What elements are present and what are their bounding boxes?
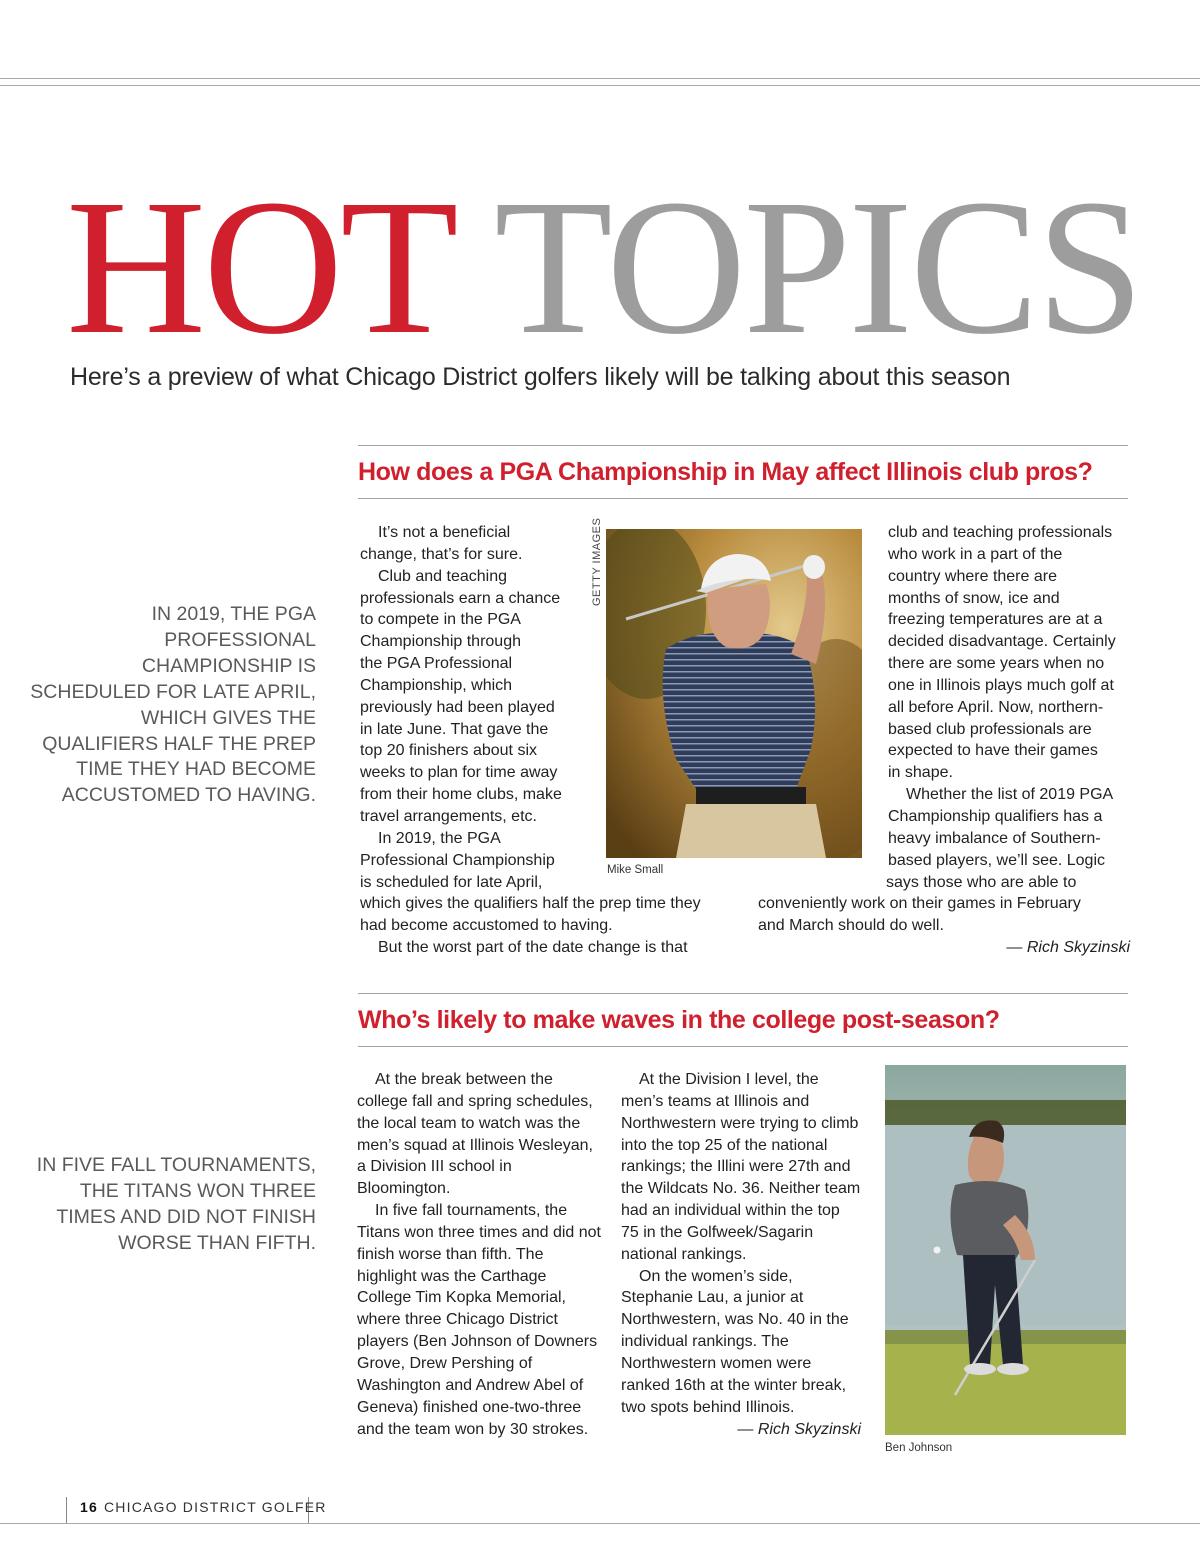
article1-pull-quote: IN 2019, THE PGA PROFESSIONAL CHAMPIONSHIP IS SCHEDULED FOR LATE APRIL, WHICH GIVES THE QUALIFIERS HALF THE PREP TIME THEY HAD BECOME ACCUSTOMED TO HAVING.	[30, 603, 316, 807]
text-line: Whether the list of 2019 PGA	[906, 786, 1114, 804]
golfer-photo-ben-johnson	[885, 1065, 1126, 1435]
article2-paragraph: On the women’s side, Stephanie Lau, a junior at Northwestern, was No. 40 in the individual rankings. The Northwestern women were ranked 16th at the winter break, two spots behind Illinois.	[621, 1267, 849, 1416]
footer-rule	[0, 1523, 1200, 1524]
text-line: in late June. That gave the	[360, 720, 549, 738]
article1-top-rule	[358, 445, 1128, 446]
article2-pull-quote: IN FIVE FALL TOURNAMENTS, THE TITANS WON THREE TIMES AND DID NOT FINISH WORSE THAN FIFTH.	[36, 1154, 316, 1254]
text-line: the PGA Professional	[360, 655, 513, 673]
text-line: one in Illinois plays much golf at	[888, 676, 1114, 694]
text-line: is scheduled for late April,	[360, 873, 543, 891]
article1-column-right	[758, 522, 1130, 959]
text-line: there are some years when no	[888, 655, 1105, 673]
text-line: Championship, which	[360, 676, 513, 694]
text-line: heavy imbalance of Southern-	[888, 829, 1101, 847]
article2-top-rule	[358, 993, 1128, 994]
text-line: club and teaching professionals	[888, 524, 1113, 541]
text-line: In 2019, the PGA	[378, 829, 501, 847]
text-line: months of snow, ice and	[888, 589, 1060, 607]
article2-paragraph: At the Division I level, the men’s teams at Illinois and Northwestern were trying to climb into the top 25 of the national rankings; the Illini were 27th and the Wildcats No. 36. Neither team had an individual within the top 75 in the Golfweek/Sagarin national rankings.	[621, 1071, 861, 1263]
text-line: country where there are	[888, 567, 1057, 585]
page-footer	[80, 1499, 327, 1515]
text-line: change, that’s for sure.	[360, 545, 523, 563]
article2-signature: — Rich Skyzinski	[737, 1420, 861, 1438]
article2-bottom-rule	[358, 1046, 1128, 1047]
text-line: who work in a part of the	[888, 545, 1063, 563]
text-line: in shape.	[888, 764, 953, 782]
article2-paragraph: At the break between the college fall and spring schedules, the local team to watch was the men’s squad at Illinois Wesleyan, a Division III school in Bloomington.	[357, 1071, 593, 1198]
photo-caption-ben-johnson: Ben Johnson	[885, 1442, 953, 1454]
top-rule	[0, 78, 1200, 79]
photo-caption-mike-small: Mike Small	[607, 864, 664, 876]
article1-bottom-rule	[358, 498, 1128, 499]
text-line: Championship through	[360, 633, 521, 651]
article2-heading: Who’s likely to make waves in the college post-season?	[358, 1006, 1000, 1034]
text-line: top 20 finishers about six	[360, 742, 537, 760]
text-line: decided disadvantage. Certainly	[888, 633, 1116, 651]
text-line: all before April. Now, northern-	[888, 698, 1104, 716]
page-title	[66, 159, 1142, 374]
title-hot: HOT	[66, 159, 453, 374]
text-line: based club professionals are	[888, 720, 1092, 738]
text-line: freezing temperatures are at a	[888, 611, 1103, 629]
text-line: Professional Championship	[360, 851, 555, 869]
article1-signature: — Rich Skyzinski	[1006, 939, 1130, 957]
photo-credit: GETTY IMAGES	[591, 517, 603, 606]
page-subtitle: Here’s a preview of what Chicago District golfers likely will be talking about this season	[70, 363, 1011, 391]
text-line: Championship qualifiers has a	[888, 807, 1103, 825]
publication-name: CHICAGO DISTRICT GOLFER	[103, 1499, 327, 1515]
article1-heading: How does a PGA Championship in May affect Illinois club pros?	[358, 458, 1093, 486]
article2-column-middle	[621, 1069, 861, 1440]
text-line: previously had been played	[360, 698, 555, 716]
text-line: But the worst part of the date change is that	[378, 939, 688, 957]
text-line: travel arrangements, etc.	[360, 807, 537, 825]
text-line: to compete in the PGA	[360, 611, 521, 629]
text-line: weeks to plan for time away	[360, 764, 558, 782]
text-line: professionals earn a chance	[360, 589, 561, 607]
article2-column-left	[357, 1069, 601, 1440]
text-line: had become accustomed to having.	[360, 917, 613, 935]
text-line: says those who are able to	[886, 873, 1077, 891]
top-rule-secondary	[0, 85, 1200, 86]
article2-paragraph: In five fall tournaments, the Titans won three times and did not finish worse than fifth. The highlight was the Carthage College Tim Kopka Memorial, where three Chicago District players (Ben Johnson of Downers Grove, Drew Pershing of Washington and Andrew Abel of Geneva) finished one-two-three and the team won by 30 strokes.	[357, 1202, 601, 1438]
text-line: expected to have their games	[888, 742, 1098, 760]
text-line: It’s not a beneficial	[378, 524, 511, 541]
title-topics: TOPICS	[494, 159, 1142, 374]
text-line: which gives the qualifiers half the prep time they	[360, 895, 701, 913]
text-line: Club and teaching	[378, 567, 507, 585]
footer-divider	[66, 1497, 67, 1523]
text-line: based players, we’ll see. Logic	[888, 851, 1106, 869]
text-line: and March should do well.	[758, 917, 944, 935]
page-number: 16	[80, 1499, 98, 1515]
text-line: conveniently work on their games in February	[758, 895, 1081, 913]
text-line: from their home clubs, make	[360, 786, 562, 804]
golfer-illustration	[885, 1065, 1126, 1435]
